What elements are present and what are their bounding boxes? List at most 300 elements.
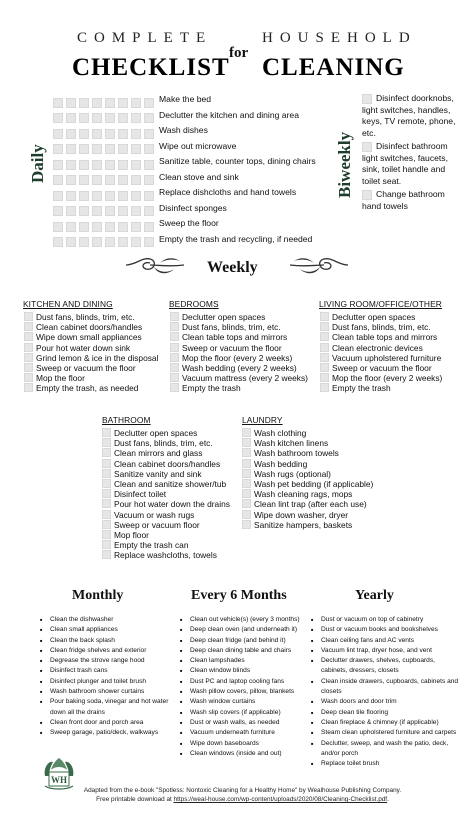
checkbox[interactable] bbox=[131, 129, 141, 139]
daily-checkbox-grid bbox=[53, 94, 157, 249]
checkbox[interactable] bbox=[102, 479, 111, 488]
checkbox[interactable] bbox=[170, 383, 179, 392]
weekly-item-label: Replace washcloths, towels bbox=[114, 550, 217, 561]
weekly-item-label: Sweep or vacuum the floor bbox=[36, 363, 136, 374]
weekly-item-label: Mop the floor bbox=[36, 373, 85, 384]
weekly-item bbox=[170, 353, 308, 363]
weekly-item-label: Wash kitchen linens bbox=[254, 438, 329, 449]
footer-credit: Adapted from the e-book "Spotless: Nontoxic Cleaning for a Healthy Home" by Wealhouse Publishing Company. bbox=[83, 787, 402, 794]
checkbox[interactable] bbox=[242, 499, 251, 508]
checkbox[interactable] bbox=[66, 222, 76, 232]
weekly-item bbox=[24, 373, 158, 383]
title-for: for bbox=[229, 45, 249, 61]
list-item: ■ Vacuum underneath furniture bbox=[180, 728, 315, 738]
weekly-item bbox=[242, 510, 373, 520]
checkbox[interactable] bbox=[102, 459, 111, 468]
daily-item: Sanitize table, counter tops, dining chairs bbox=[159, 156, 316, 166]
weekly-item bbox=[102, 510, 230, 520]
checkbox[interactable] bbox=[144, 222, 154, 232]
checkbox[interactable] bbox=[118, 144, 128, 154]
checkbox[interactable] bbox=[24, 353, 33, 362]
weekly-item bbox=[102, 448, 230, 458]
checkbox[interactable] bbox=[105, 222, 115, 232]
list-item: ■ Wash pillow covers, pillow, blankets bbox=[180, 687, 315, 697]
weekly-item bbox=[242, 448, 373, 458]
weekly-item-label: Pour hot water down sink bbox=[36, 342, 131, 353]
weekly-item bbox=[24, 332, 158, 342]
checkbox[interactable] bbox=[102, 428, 111, 437]
weekly-item-label: Sweep or vacuum the floor bbox=[182, 342, 282, 353]
checkbox[interactable] bbox=[144, 160, 154, 170]
weekly-item bbox=[102, 530, 230, 540]
checkbox[interactable] bbox=[105, 129, 115, 139]
list-item: ■ Clean inside drawers, cupboards, cabinets and closets bbox=[311, 677, 463, 698]
checkbox[interactable] bbox=[24, 332, 33, 341]
list-item: ■ Clean lampshades bbox=[180, 656, 315, 666]
checkbox[interactable] bbox=[79, 160, 89, 170]
weekly-item bbox=[102, 438, 230, 448]
list-item: ■ Dust or wash walls, as needed bbox=[180, 718, 315, 728]
yearly-list bbox=[311, 615, 463, 769]
checkbox[interactable] bbox=[105, 175, 115, 185]
six-months-title: Every 6 Months bbox=[191, 588, 287, 603]
daily-checkbox-row bbox=[53, 218, 157, 234]
checkbox[interactable] bbox=[102, 438, 111, 447]
weekly-item bbox=[242, 428, 373, 438]
daily-item: Sweep the floor bbox=[159, 218, 219, 228]
weekly-item bbox=[102, 428, 230, 438]
checkbox[interactable] bbox=[131, 191, 141, 201]
checkbox[interactable] bbox=[118, 160, 128, 170]
weekly-item-label: Empty the trash, as needed bbox=[36, 383, 139, 394]
checkbox[interactable] bbox=[102, 530, 111, 539]
title-checklist: CHECKLIST bbox=[72, 54, 230, 81]
weekly-living-list bbox=[320, 312, 442, 394]
checkbox[interactable] bbox=[53, 222, 63, 232]
weekly-item-label: Vacuum or wash rugs bbox=[114, 509, 195, 520]
checkbox[interactable] bbox=[66, 113, 76, 123]
weekly-item-label: Dust fans, blinds, trim, etc. bbox=[36, 312, 135, 322]
checkbox[interactable] bbox=[92, 191, 102, 201]
biweekly-item-label: Disinfect bathroom light switches, faucets, sink, toilet handle and toilet seat. bbox=[362, 141, 448, 186]
checkbox[interactable] bbox=[102, 489, 111, 498]
checkbox[interactable] bbox=[24, 312, 33, 321]
checkbox[interactable] bbox=[242, 448, 251, 457]
checkbox[interactable] bbox=[92, 113, 102, 123]
checkbox[interactable] bbox=[92, 144, 102, 154]
list-item: ■ Vacuum lint trap, dryer hose, and vent bbox=[311, 646, 463, 656]
list-item: ■ Clean windows (inside and out) bbox=[180, 749, 315, 759]
weekly-item-label: Clean electronic devices bbox=[332, 342, 423, 353]
checkbox[interactable] bbox=[131, 113, 141, 123]
daily-checkbox-row bbox=[53, 125, 157, 141]
weekly-item-label: Disinfect toilet bbox=[114, 489, 167, 500]
checkbox[interactable] bbox=[92, 222, 102, 232]
checkbox[interactable] bbox=[118, 206, 128, 216]
checkbox[interactable] bbox=[170, 363, 179, 372]
weekly-item bbox=[24, 383, 158, 393]
checkbox[interactable] bbox=[118, 191, 128, 201]
biweekly-item bbox=[362, 93, 462, 139]
weekly-item-label: Wash pet bedding (if applicable) bbox=[254, 479, 374, 490]
daily-list bbox=[159, 92, 316, 247]
checkbox[interactable] bbox=[92, 175, 102, 185]
checkbox[interactable] bbox=[79, 191, 89, 201]
list-item: ■ Clean fireplace & chimney (if applicable) bbox=[311, 718, 463, 728]
checkbox[interactable] bbox=[362, 190, 372, 200]
checkbox[interactable] bbox=[53, 113, 63, 123]
checkbox[interactable] bbox=[66, 175, 76, 185]
weekly-item-label: Sanitize vanity and sink bbox=[114, 468, 202, 479]
checkbox[interactable] bbox=[79, 144, 89, 154]
daily-item: Disinfect sponges bbox=[159, 202, 227, 213]
checkbox[interactable] bbox=[53, 206, 63, 216]
checkbox[interactable] bbox=[102, 540, 111, 549]
biweekly-item-label: Disinfect doorknobs, light switches, handles, keys, TV remote, phone, etc. bbox=[362, 93, 456, 138]
daily-checkbox-row bbox=[53, 234, 157, 250]
weekly-item bbox=[102, 459, 230, 469]
checkbox[interactable] bbox=[170, 312, 179, 321]
weekly-item-label: Wash clothing bbox=[254, 428, 307, 438]
weekly-kitchen-heading: KITCHEN AND DINING bbox=[23, 299, 113, 309]
list-item: ■ Clean ceiling fans and AC vents bbox=[311, 636, 463, 646]
weekly-item bbox=[242, 459, 373, 469]
weekly-item bbox=[102, 479, 230, 489]
weekly-item-label: Declutter open spaces bbox=[332, 312, 416, 322]
list-item: ■ Degrease the strove range hood bbox=[40, 656, 180, 666]
weekly-item-label: Wipe down washer, dryer bbox=[254, 509, 349, 520]
checkbox[interactable] bbox=[24, 322, 33, 331]
daily-label: Daily bbox=[28, 144, 47, 183]
checkbox[interactable] bbox=[320, 332, 329, 341]
weekly-item bbox=[24, 322, 158, 332]
checkbox[interactable] bbox=[131, 175, 141, 185]
weekly-item bbox=[242, 499, 373, 509]
weekly-item-label: Sweep or vacuum the floor bbox=[332, 363, 432, 374]
weekly-bathroom-heading: BATHROOM bbox=[102, 415, 151, 425]
checkbox[interactable] bbox=[53, 129, 63, 139]
daily-item: Replace dishcloths and hand towels bbox=[159, 187, 297, 197]
biweekly-item bbox=[362, 141, 462, 187]
checkbox[interactable] bbox=[118, 98, 128, 108]
daily-item: Wipe out microwave bbox=[159, 140, 237, 151]
list-item: ■ Wipe down baseboards bbox=[180, 739, 315, 749]
checkbox[interactable] bbox=[92, 129, 102, 139]
checkbox[interactable] bbox=[118, 237, 128, 247]
checkbox[interactable] bbox=[131, 206, 141, 216]
checkbox[interactable] bbox=[170, 343, 179, 352]
weekly-item bbox=[170, 332, 308, 342]
checkbox[interactable] bbox=[53, 191, 63, 201]
checkbox[interactable] bbox=[66, 144, 76, 154]
list-item: ■ Dust or vacuum on top of cabinetry bbox=[311, 615, 463, 625]
ornament-left-icon bbox=[124, 253, 186, 277]
checkbox[interactable] bbox=[105, 237, 115, 247]
weekly-item bbox=[170, 373, 308, 383]
weekly-item bbox=[320, 363, 442, 373]
checkbox[interactable] bbox=[131, 222, 141, 232]
checkbox[interactable] bbox=[66, 160, 76, 170]
list-item: ■ Wash window curtains bbox=[180, 697, 315, 707]
checkbox[interactable] bbox=[66, 98, 76, 108]
checkbox[interactable] bbox=[79, 206, 89, 216]
checkbox[interactable] bbox=[24, 343, 33, 352]
biweekly-label: Biweekly bbox=[335, 131, 354, 198]
list-item: ■ Declutter, sweep, and wash the patio, deck, and/or porch bbox=[311, 739, 463, 760]
weekly-item-label: Empty the trash can bbox=[114, 540, 189, 551]
weekly-item bbox=[102, 520, 230, 530]
ornament-right-icon bbox=[288, 253, 350, 277]
daily-checkbox-row bbox=[53, 203, 157, 219]
checkbox[interactable] bbox=[102, 499, 111, 508]
weekly-item-label: Mop the floor (every 2 weeks) bbox=[332, 373, 443, 384]
weekly-item-label: Mop floor bbox=[114, 530, 149, 541]
list-item: ■ Clean small appliances bbox=[40, 625, 180, 635]
checkbox[interactable] bbox=[144, 175, 154, 185]
checkbox[interactable] bbox=[320, 312, 329, 321]
weekly-item-label: Empty the trash bbox=[332, 383, 391, 394]
six-months-list bbox=[180, 615, 315, 759]
footer-download bbox=[70, 795, 415, 804]
checkbox[interactable] bbox=[24, 373, 33, 382]
weekly-item-label: Vacuum upholstered furniture bbox=[332, 352, 442, 363]
checkbox[interactable] bbox=[242, 469, 251, 478]
weekly-item-label: Pour hot water down the drains bbox=[114, 499, 230, 510]
checkbox[interactable] bbox=[105, 160, 115, 170]
checkbox[interactable] bbox=[66, 191, 76, 201]
weekly-item-label: Dust fans, blinds, trim, etc. bbox=[182, 322, 281, 333]
checkbox[interactable] bbox=[53, 144, 63, 154]
weekly-item bbox=[242, 479, 373, 489]
checkbox[interactable] bbox=[242, 479, 251, 488]
footer-download-link[interactable]: https://weal-house.com/wp-content/uploads/2020/08/Cleaning-Checklist.pdf bbox=[173, 796, 388, 803]
weekly-item bbox=[242, 489, 373, 499]
weekly-item-label: Clean lint trap (after each use) bbox=[254, 499, 367, 510]
list-item: ■ Deep clean tile flooring bbox=[311, 708, 463, 718]
weekly-item bbox=[102, 499, 230, 509]
weekly-item bbox=[102, 540, 230, 550]
weekly-item-label: Clean cabinet doors/handles bbox=[36, 322, 143, 333]
checkbox[interactable] bbox=[118, 113, 128, 123]
daily-checkbox-row bbox=[53, 94, 157, 110]
checkbox[interactable] bbox=[362, 94, 372, 104]
weekly-item bbox=[320, 353, 442, 363]
list-item: ■ Pour baking soda, vinegar and hot water down all the drains bbox=[40, 697, 180, 718]
checkbox[interactable] bbox=[105, 191, 115, 201]
checkbox[interactable] bbox=[66, 237, 76, 247]
weekly-item bbox=[320, 312, 442, 322]
weekly-item-label: Wash cleaning rags, mops bbox=[254, 489, 353, 500]
list-item: ■ Deep clean oven (and underneath it) bbox=[180, 625, 315, 635]
checkbox[interactable] bbox=[79, 98, 89, 108]
weekly-bathroom-list bbox=[102, 428, 230, 561]
checkbox[interactable] bbox=[118, 222, 128, 232]
checkbox[interactable] bbox=[24, 383, 33, 392]
weekly-item-label: Vacuum mattress (every 2 weeks) bbox=[182, 373, 308, 384]
weekly-item-label: Dust fans, blinds, trim, etc. bbox=[332, 322, 431, 333]
weekly-item bbox=[320, 332, 442, 342]
checkbox[interactable] bbox=[53, 237, 63, 247]
list-item: ■ Deep clean dining table and chairs bbox=[180, 646, 315, 656]
checkbox[interactable] bbox=[105, 113, 115, 123]
weekly-item bbox=[320, 373, 442, 383]
biweekly-list bbox=[362, 93, 462, 214]
checkbox[interactable] bbox=[92, 98, 102, 108]
list-item: ■ Clean out vehicle(s) (every 3 months) bbox=[180, 615, 315, 625]
weekly-item-label: Grind lemon & ice in the disposal bbox=[36, 352, 159, 363]
weekly-item-label: Wipe down small appliances bbox=[36, 332, 142, 343]
checkbox[interactable] bbox=[242, 438, 251, 447]
checkbox[interactable] bbox=[105, 98, 115, 108]
footer bbox=[70, 786, 415, 804]
checkbox[interactable] bbox=[53, 175, 63, 185]
checkbox[interactable] bbox=[66, 206, 76, 216]
checkbox[interactable] bbox=[105, 206, 115, 216]
weekly-item-label: Declutter open spaces bbox=[114, 428, 198, 438]
checkbox[interactable] bbox=[102, 550, 111, 559]
biweekly-item-label: Change bathroom hand towels bbox=[362, 189, 445, 211]
weekly-item-label: Clean mirrors and glass bbox=[114, 448, 203, 459]
checkbox[interactable] bbox=[24, 363, 33, 372]
checkbox[interactable] bbox=[170, 353, 179, 362]
weekly-item bbox=[170, 383, 308, 393]
weekly-item bbox=[320, 343, 442, 353]
title-complete: COMPLETE bbox=[77, 30, 213, 46]
weekly-item-label: Clean and sanitize shower/tub bbox=[114, 479, 227, 490]
checkbox[interactable] bbox=[66, 129, 76, 139]
weekly-item-label: Wash rugs (optional) bbox=[254, 468, 331, 479]
checkbox[interactable] bbox=[362, 142, 372, 152]
checkbox[interactable] bbox=[170, 322, 179, 331]
checkbox[interactable] bbox=[144, 206, 154, 216]
checkbox[interactable] bbox=[242, 510, 251, 519]
checkbox[interactable] bbox=[170, 373, 179, 382]
daily-item: Make the bed bbox=[159, 94, 212, 104]
checkbox[interactable] bbox=[144, 113, 154, 123]
weekly-laundry-list bbox=[242, 428, 373, 530]
footer-download-suffix: . bbox=[387, 796, 389, 803]
checkbox[interactable] bbox=[102, 469, 111, 478]
checkbox[interactable] bbox=[320, 383, 329, 392]
weekly-bedrooms-heading: BEDROOMS bbox=[169, 299, 219, 309]
list-item: ■ Clean window blinds bbox=[180, 666, 315, 676]
list-item: ■ Steam clean upholstered furniture and carpets bbox=[311, 728, 463, 738]
weekly-item-label: Clean table tops and mirrors bbox=[182, 332, 288, 343]
checkbox[interactable] bbox=[79, 175, 89, 185]
daily-item: Wash dishes bbox=[159, 125, 208, 135]
checkbox[interactable] bbox=[105, 144, 115, 154]
weekly-laundry-heading: LAUNDRY bbox=[242, 415, 283, 425]
weekly-kitchen-list bbox=[24, 312, 158, 394]
checkbox[interactable] bbox=[320, 343, 329, 352]
list-item: ■ Declutter drawers, shelves, cupboards, cabinets, dressers, closets bbox=[311, 656, 463, 677]
weekly-item bbox=[24, 353, 158, 363]
weekly-living-heading: LIVING ROOM/OFFICE/OTHER bbox=[319, 299, 442, 309]
weekly-item bbox=[242, 520, 373, 530]
daily-checkbox-row bbox=[53, 141, 157, 157]
checkbox[interactable] bbox=[144, 144, 154, 154]
checkbox[interactable] bbox=[242, 428, 251, 437]
weekly-item-label: Sanitize hampers, baskets bbox=[254, 519, 353, 530]
weekly-item bbox=[170, 322, 308, 332]
checkbox[interactable] bbox=[79, 129, 89, 139]
checkbox[interactable] bbox=[320, 322, 329, 331]
weekly-item bbox=[102, 489, 230, 499]
checkbox[interactable] bbox=[92, 206, 102, 216]
weekly-title: Weekly bbox=[207, 259, 258, 276]
checkbox[interactable] bbox=[118, 129, 128, 139]
list-item: ■ Wash slip covers (if applicable) bbox=[180, 708, 315, 718]
list-item: ■ Disinfect trash cans bbox=[40, 666, 180, 676]
list-item: ■ Clean the back splash bbox=[40, 636, 180, 646]
daily-checkbox-row bbox=[53, 110, 157, 126]
list-item: ■ Disinfect plunger and toilet brush bbox=[40, 677, 180, 687]
weekly-item-label: Sweep or vacuum floor bbox=[114, 519, 200, 530]
checkbox[interactable] bbox=[92, 160, 102, 170]
weekly-item-label: Wash bathroom towels bbox=[254, 448, 339, 459]
list-item: ■ Clean fridge shelves and exterior bbox=[40, 646, 180, 656]
checkbox[interactable] bbox=[144, 129, 154, 139]
list-item: ■ Dust PC and laptop cooling fans bbox=[180, 677, 315, 687]
weekly-item-label: Wash bedding bbox=[254, 458, 308, 469]
checkbox[interactable] bbox=[102, 510, 111, 519]
checkbox[interactable] bbox=[118, 175, 128, 185]
checkbox[interactable] bbox=[131, 160, 141, 170]
checkbox[interactable] bbox=[79, 237, 89, 247]
footer-download-prefix: Free printable download at bbox=[96, 796, 174, 803]
monthly-list bbox=[40, 615, 180, 739]
checkbox[interactable] bbox=[320, 353, 329, 362]
checkbox[interactable] bbox=[242, 459, 251, 468]
list-item: ■ Clean front door and porch area bbox=[40, 718, 180, 728]
weekly-item-label: Declutter open spaces bbox=[182, 312, 266, 322]
checkbox[interactable] bbox=[144, 98, 154, 108]
weekly-item-label: Mop the floor (every 2 weeks) bbox=[182, 352, 293, 363]
weekly-item-label: Dust fans, blinds, trim, etc. bbox=[114, 438, 213, 449]
checkbox[interactable] bbox=[242, 520, 251, 529]
weekly-item bbox=[24, 312, 158, 322]
checkbox[interactable] bbox=[242, 489, 251, 498]
checkbox[interactable] bbox=[320, 363, 329, 372]
checkbox[interactable] bbox=[102, 520, 111, 529]
list-item: ■ Sweep garage, patio/deck, walkways bbox=[40, 728, 180, 738]
checkbox[interactable] bbox=[320, 373, 329, 382]
weekly-item bbox=[102, 469, 230, 479]
checkbox[interactable] bbox=[102, 448, 111, 457]
checkbox[interactable] bbox=[92, 237, 102, 247]
list-item: ■ Clean the dishwasher bbox=[40, 615, 180, 625]
title-cleaning: CLEANING bbox=[262, 54, 405, 81]
checkbox[interactable] bbox=[144, 237, 154, 247]
logo-text: WH bbox=[50, 775, 68, 785]
monthly-title: Monthly bbox=[72, 588, 124, 603]
checkbox[interactable] bbox=[170, 332, 179, 341]
daily-checkbox-row bbox=[53, 156, 157, 172]
checkbox[interactable] bbox=[144, 191, 154, 201]
checkbox[interactable] bbox=[79, 113, 89, 123]
checkbox[interactable] bbox=[131, 237, 141, 247]
checkbox[interactable] bbox=[131, 144, 141, 154]
list-item: ■ Replace toilet brush bbox=[311, 759, 463, 769]
checkbox[interactable] bbox=[131, 98, 141, 108]
list-item: ■ Wash doors and door trim bbox=[311, 697, 463, 707]
checkbox[interactable] bbox=[53, 98, 63, 108]
list-item: ■ Dust or vacuum books and bookshelves bbox=[311, 625, 463, 635]
weekly-item-label: Wash bedding (every 2 weeks) bbox=[182, 363, 297, 374]
weekly-item bbox=[170, 363, 308, 373]
checkbox[interactable] bbox=[79, 222, 89, 232]
checkbox[interactable] bbox=[53, 160, 63, 170]
